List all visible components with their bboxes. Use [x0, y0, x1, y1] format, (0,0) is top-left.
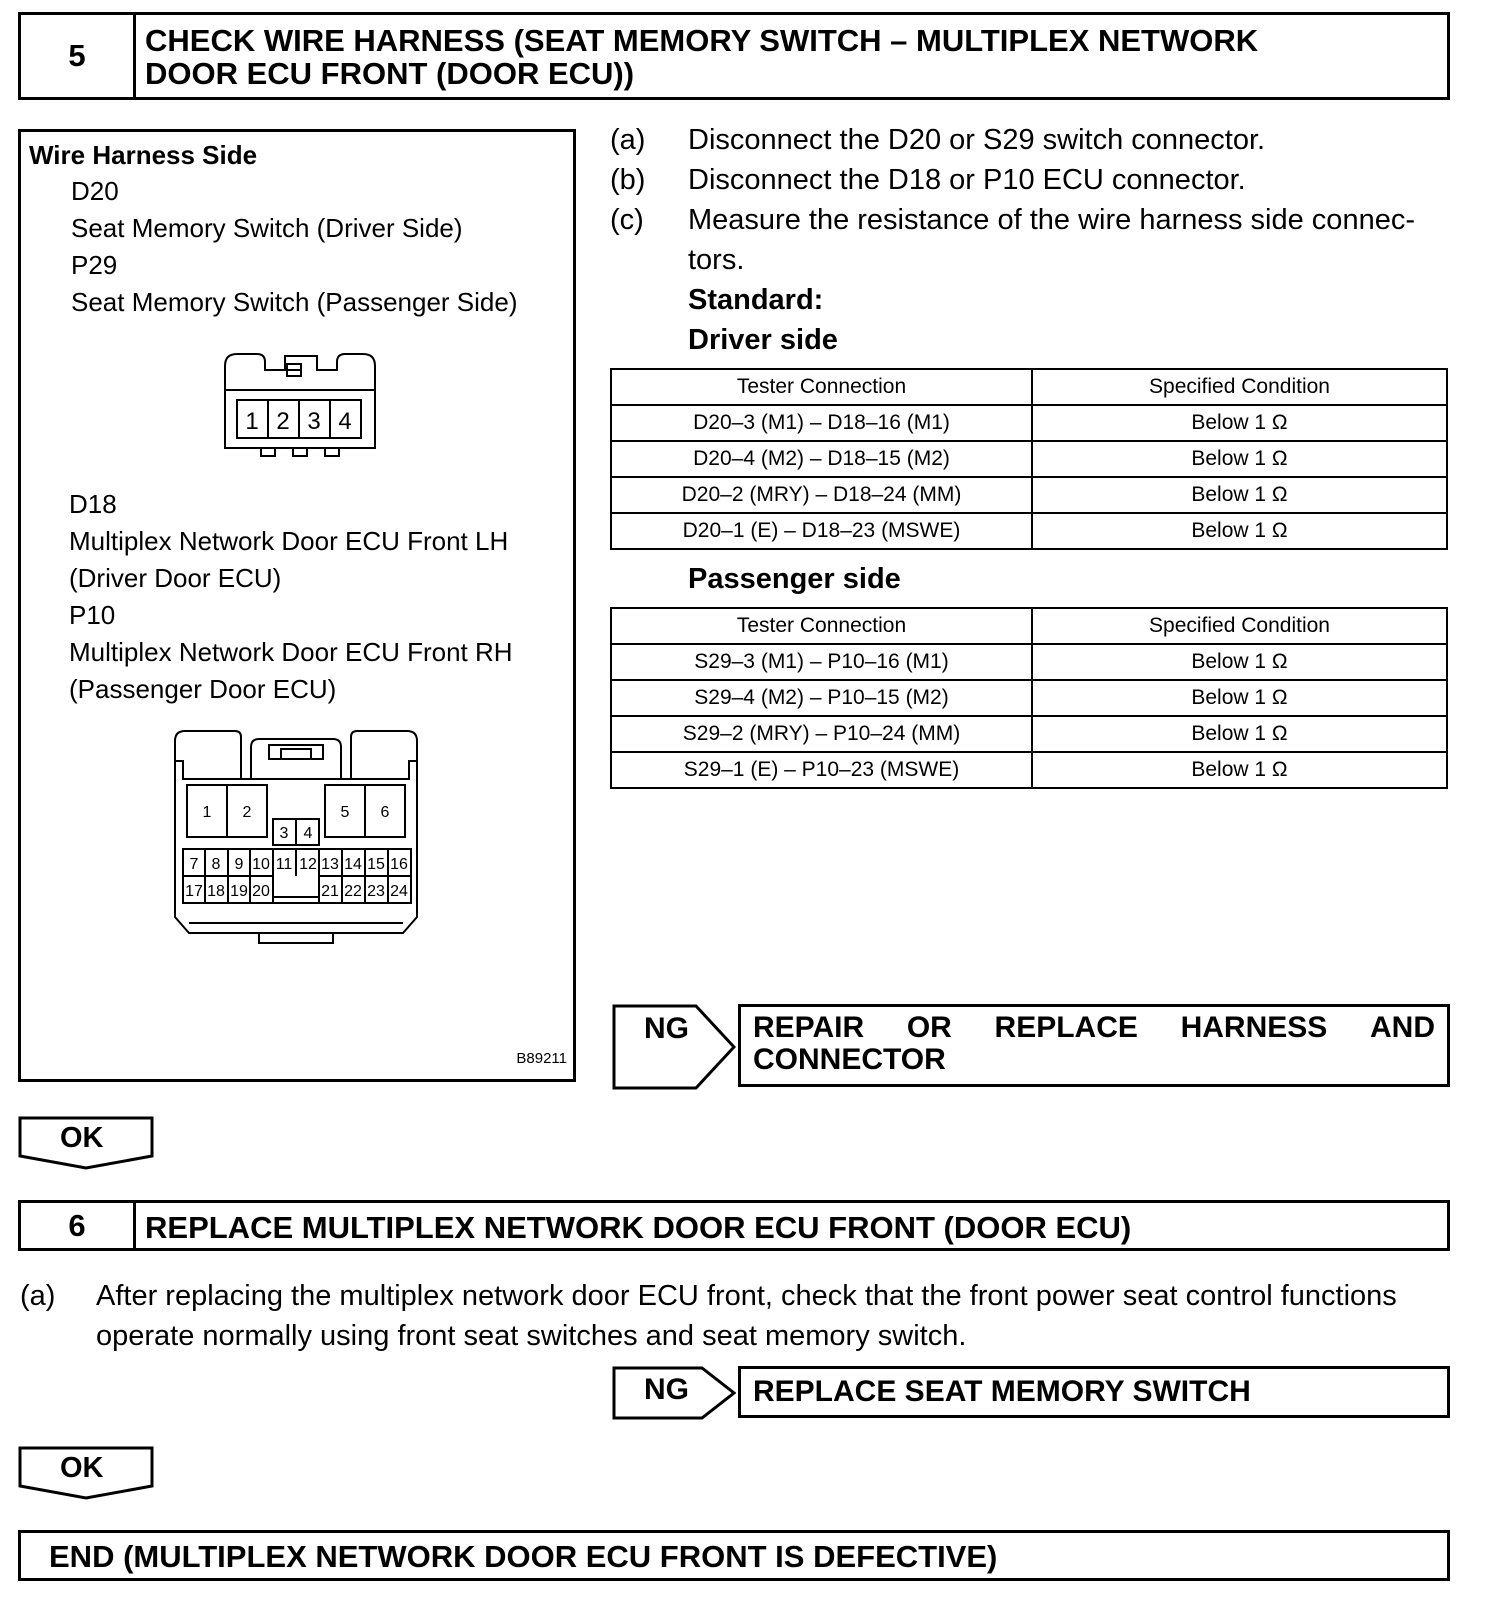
ecu-pin: 21: [321, 883, 339, 900]
ng1-word: REPLACE: [994, 1011, 1138, 1044]
passenger-side-table: [610, 607, 1448, 789]
instr-b-label: (b): [610, 164, 646, 196]
ecu-pin: 20: [252, 883, 270, 900]
ng1-line2: CONNECTOR: [753, 1043, 946, 1076]
seat-memory-switch-connector: [221, 350, 381, 466]
ng1-line1: [753, 1011, 1435, 1045]
table-row: [611, 680, 1447, 716]
step5-title-line1: CHECK WIRE HARNESS (SEAT MEMORY SWITCH – MULTIPLEX NETWORK: [145, 23, 1259, 58]
ecu-pin: 16: [390, 856, 408, 873]
step5-header: [18, 12, 1450, 100]
ecu-pin: 14: [344, 856, 362, 873]
step6-a-label: (a): [20, 1280, 56, 1312]
ecu-pin: 10: [252, 856, 270, 873]
d18-description-2: (Driver Door ECU): [69, 563, 282, 593]
door-ecu-connector: [169, 727, 429, 957]
table-row: [611, 513, 1447, 549]
p29-description: Seat Memory Switch (Passenger Side): [71, 287, 518, 317]
figure-code: B89211: [516, 1050, 567, 1067]
table-row: [611, 644, 1447, 680]
step6-title: REPLACE MULTIPLEX NETWORK DOOR ECU FRONT (DOOR ECU): [145, 1210, 1132, 1245]
ecu-pin: 5: [340, 804, 350, 821]
specified-condition-cell: Below 1 Ω: [1032, 644, 1447, 680]
tester-connection-cell: D20–3 (M1) – D18–16 (M1): [611, 405, 1032, 441]
ecu-pin: 1: [202, 804, 212, 821]
tester-connection-cell: S29–4 (M2) – P10–15 (M2): [611, 680, 1032, 716]
passenger-side-label: Passenger side: [688, 563, 901, 595]
ecu-pin: 13: [321, 856, 339, 873]
p10-description-1: Multiplex Network Door ECU Front RH: [69, 637, 513, 667]
p10-description-2: (Passenger Door ECU): [69, 674, 337, 704]
column-header: Tester Connection: [611, 369, 1032, 405]
table-row: [611, 441, 1447, 477]
standard-label: Standard:: [688, 284, 824, 316]
ecu-pin: 4: [303, 825, 313, 842]
specified-condition-cell: Below 1 Ω: [1032, 680, 1447, 716]
ecu-pin: 19: [230, 883, 248, 900]
ecu-pin: 7: [189, 856, 199, 873]
ng-label-2: NG: [644, 1373, 689, 1406]
driver-side-label: Driver side: [688, 324, 838, 356]
ng1-word: HARNESS: [1180, 1011, 1328, 1044]
specified-condition-cell: Below 1 Ω: [1032, 752, 1447, 788]
switch-pin: 1: [245, 408, 259, 435]
ng1-word: AND: [1370, 1011, 1435, 1044]
tester-connection-cell: D20–2 (MRY) – D18–24 (MM): [611, 477, 1032, 513]
ecu-pin: 23: [367, 883, 385, 900]
instr-c-text-2: tors.: [688, 244, 745, 276]
ng1-word: OR: [906, 1011, 952, 1044]
p29-label: P29: [71, 250, 118, 280]
d20-description: Seat Memory Switch (Driver Side): [71, 213, 463, 243]
instr-b-text: Disconnect the D18 or P10 ECU connector.: [688, 164, 1246, 196]
switch-pin: 4: [338, 408, 352, 435]
ok-label-2: OK: [60, 1452, 104, 1484]
table-header-row: [611, 608, 1447, 644]
step6-a-text-1: After replacing the multiplex network door ECU front, check that the front power seat control functions: [96, 1280, 1397, 1312]
instr-a-text: Disconnect the D20 or S29 switch connector.: [688, 124, 1266, 156]
ecu-pin: 11: [275, 856, 293, 873]
tester-connection-cell: S29–1 (E) – P10–23 (MSWE): [611, 752, 1032, 788]
tester-connection-cell: S29–2 (MRY) – P10–24 (MM): [611, 716, 1032, 752]
instr-a-label: (a): [610, 124, 646, 156]
tester-connection-cell: D20–4 (M2) – D18–15 (M2): [611, 441, 1032, 477]
tester-connection-cell: S29–3 (M1) – P10–16 (M1): [611, 644, 1032, 680]
specified-condition-cell: Below 1 Ω: [1032, 513, 1447, 549]
ecu-pin: 17: [185, 883, 203, 900]
column-header: Specified Condition: [1032, 608, 1447, 644]
table-row: [611, 716, 1447, 752]
column-header: Tester Connection: [611, 608, 1032, 644]
wire-harness-figure: [18, 129, 576, 1082]
table-row: [611, 405, 1447, 441]
instr-c-label: (c): [610, 204, 644, 236]
ng1-word: REPAIR: [753, 1011, 865, 1044]
step6-a-text-2: operate normally using front seat switches and seat memory switch.: [96, 1320, 967, 1352]
end-box: [18, 1530, 1450, 1581]
ecu-pin: 15: [367, 856, 385, 873]
step5-title-line2: DOOR ECU FRONT (DOOR ECU)): [145, 56, 635, 91]
end-text: END (MULTIPLEX NETWORK DOOR ECU FRONT IS DEFECTIVE): [49, 1539, 998, 1574]
step6-number: 6: [21, 1203, 136, 1248]
ecu-pin: 3: [279, 825, 289, 842]
ecu-pin: 24: [390, 883, 408, 900]
specified-condition-cell: Below 1 Ω: [1032, 716, 1447, 752]
d18-label: D18: [69, 489, 117, 519]
d20-label: D20: [71, 176, 119, 206]
ng2-text: REPLACE SEAT MEMORY SWITCH: [753, 1375, 1251, 1408]
figure-heading: Wire Harness Side: [29, 140, 258, 170]
table-header-row: [611, 369, 1447, 405]
table-row: [611, 752, 1447, 788]
driver-side-table: [610, 368, 1448, 550]
replace-seat-memory-switch-box: [738, 1366, 1450, 1418]
ecu-pin: 12: [299, 856, 317, 873]
step5-number: 5: [21, 15, 136, 97]
d18-description-1: Multiplex Network Door ECU Front LH: [69, 526, 509, 556]
step6-header: [18, 1200, 1450, 1251]
column-header: Specified Condition: [1032, 369, 1447, 405]
ecu-pin: 9: [234, 856, 244, 873]
specified-condition-cell: Below 1 Ω: [1032, 441, 1447, 477]
ecu-pin: 22: [344, 883, 362, 900]
specified-condition-cell: Below 1 Ω: [1032, 477, 1447, 513]
ecu-pin: 8: [211, 856, 221, 873]
switch-pin: 3: [307, 408, 321, 435]
ecu-pin: 2: [242, 804, 252, 821]
instr-c-text-1: Measure the resistance of the wire harness side connec-: [688, 204, 1415, 236]
table-row: [611, 477, 1447, 513]
switch-pin: 2: [276, 408, 290, 435]
ng-label-1: NG: [644, 1012, 689, 1045]
specified-condition-cell: Below 1 Ω: [1032, 405, 1447, 441]
p10-label: P10: [69, 600, 116, 630]
ok-label-1: OK: [60, 1122, 104, 1154]
ecu-pin: 6: [380, 804, 390, 821]
ecu-pin: 18: [207, 883, 225, 900]
tester-connection-cell: D20–1 (E) – D18–23 (MSWE): [611, 513, 1032, 549]
repair-replace-harness-box: [738, 1004, 1450, 1087]
